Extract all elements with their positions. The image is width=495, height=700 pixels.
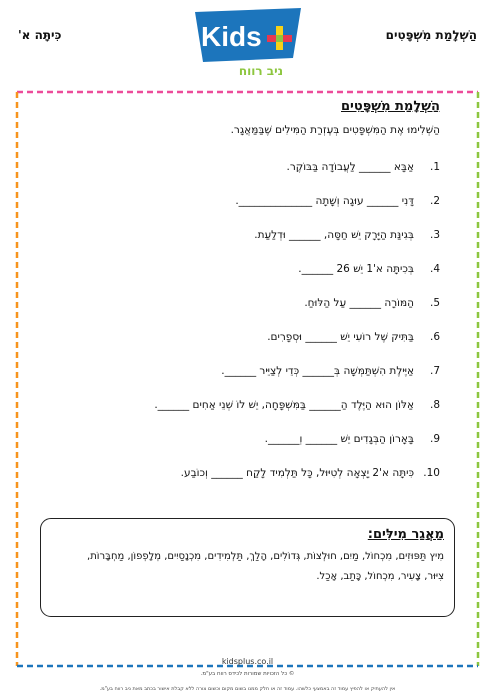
question-text: בַּתִּיק שֶׁל רוֹעִי יֵשׁ ______ וּסְפָרִים. bbox=[267, 331, 414, 343]
question-text: כִּיתָּה א'2 יָצְאָה לְטִיּוּל, כָּל תַּלְמִיד לָקַח ______ וְכוֹבַע. bbox=[180, 467, 414, 479]
question-item bbox=[50, 150, 440, 184]
question-item bbox=[50, 286, 440, 320]
question-number: 3. bbox=[429, 229, 440, 241]
kids-logo bbox=[183, 6, 311, 78]
instructions: הַשְׁלִימוּ אֶת הַמִּשְׁפָּטִים בְּעֶזְרַת הַמִּילִים שֶׁבַּמַּאֲגָר. bbox=[230, 124, 440, 136]
question-text: דָּנִי ______ עוּגָה וְשָׁתָה ______________. bbox=[235, 195, 414, 207]
question-number: 2. bbox=[429, 195, 440, 207]
question-text: אַלּוֹן הוּא הַיֶּלֶד הַ______ בַּמִּשְׁפָּחָה, יֵשׁ לוֹ שְׁנֵי אַחִים ______. bbox=[154, 399, 414, 411]
word-bank bbox=[40, 518, 455, 617]
question-text: הַמּוֹרָה ______ עַל הַלּוּחַ. bbox=[304, 297, 414, 309]
word-bank-title: מַאֲגַר מִילִּים: bbox=[367, 527, 444, 542]
footer-copyright: © כל הזכויות שמורות לכידס רווח בע"מ. bbox=[200, 671, 295, 677]
question-text: אַיֶּילֶת הִשְׁתַּמְּשָׁה בְּ______ כְּדֵי לְצַיֵּיר ______. bbox=[221, 365, 414, 377]
sheet-title: הַשְׁלָמַת מִשְׁפָּטִים bbox=[341, 99, 440, 114]
question-list bbox=[50, 150, 440, 490]
header-title: הַשְׁלָמַת מִשְׁפָּטִים bbox=[385, 28, 477, 42]
question-number: 7. bbox=[429, 365, 440, 377]
logo-subtitle: ניב רווח bbox=[238, 64, 284, 78]
question-item bbox=[50, 456, 440, 490]
question-number: 6. bbox=[429, 331, 440, 343]
question-text: אַבָּא ______ לַעֲבוֹדָה בַּבּוֹקֶר. bbox=[286, 161, 414, 173]
question-item bbox=[50, 320, 440, 354]
question-number: 9. bbox=[429, 433, 440, 445]
word-bank-line: מִיץ תַּפּוּזִים, מִכְחוֹל, מַיִם, חוּלְצוֹת, גְּדוֹלִים, הָלַךְ, תַּלְמִידִים, מִכְנָסַיִים, מְלָפְפוֹן, מַחְבָּרוֹת, bbox=[87, 551, 444, 562]
word-bank-line: צִיּוּר, צָעִיר, מִכְחוֹל, כָּתַב, אָכַל. bbox=[316, 571, 444, 582]
question-item bbox=[50, 218, 440, 252]
footer-legal: אין להעתיק או להפיץ עמוד זה באמצעי כלשהו. עמוד זה או חלק ממנו בשום מקום וכשום צורה ללא קבלת אישור בכתב מאת ניב רווח בע"מ. bbox=[99, 686, 396, 692]
question-text: בָּאָרוֹן הַבְּגָדִים יֵשׁ ______ וְ______. bbox=[264, 433, 414, 445]
question-text: בְּגִינַּת הַיָּרָק יֵשׁ חַסָּה, ______ וּדְלַעַת. bbox=[254, 229, 414, 241]
question-number: 1. bbox=[429, 161, 440, 173]
question-number: 10. bbox=[423, 467, 440, 479]
question-number: 5. bbox=[429, 297, 440, 309]
footer-site: kidsplus.co.il bbox=[221, 657, 274, 666]
question-number: 4. bbox=[429, 263, 440, 275]
logo-text: Kids bbox=[201, 21, 262, 52]
question-text: בְּכִיתָּה א'1 יֵשׁ 26 ______. bbox=[298, 263, 414, 275]
question-item bbox=[50, 252, 440, 286]
question-number: 8. bbox=[429, 399, 440, 411]
grade-label: כִּיתָּה א' bbox=[18, 28, 62, 42]
question-item bbox=[50, 388, 440, 422]
question-item bbox=[50, 354, 440, 388]
question-item bbox=[50, 184, 440, 218]
question-item bbox=[50, 422, 440, 456]
